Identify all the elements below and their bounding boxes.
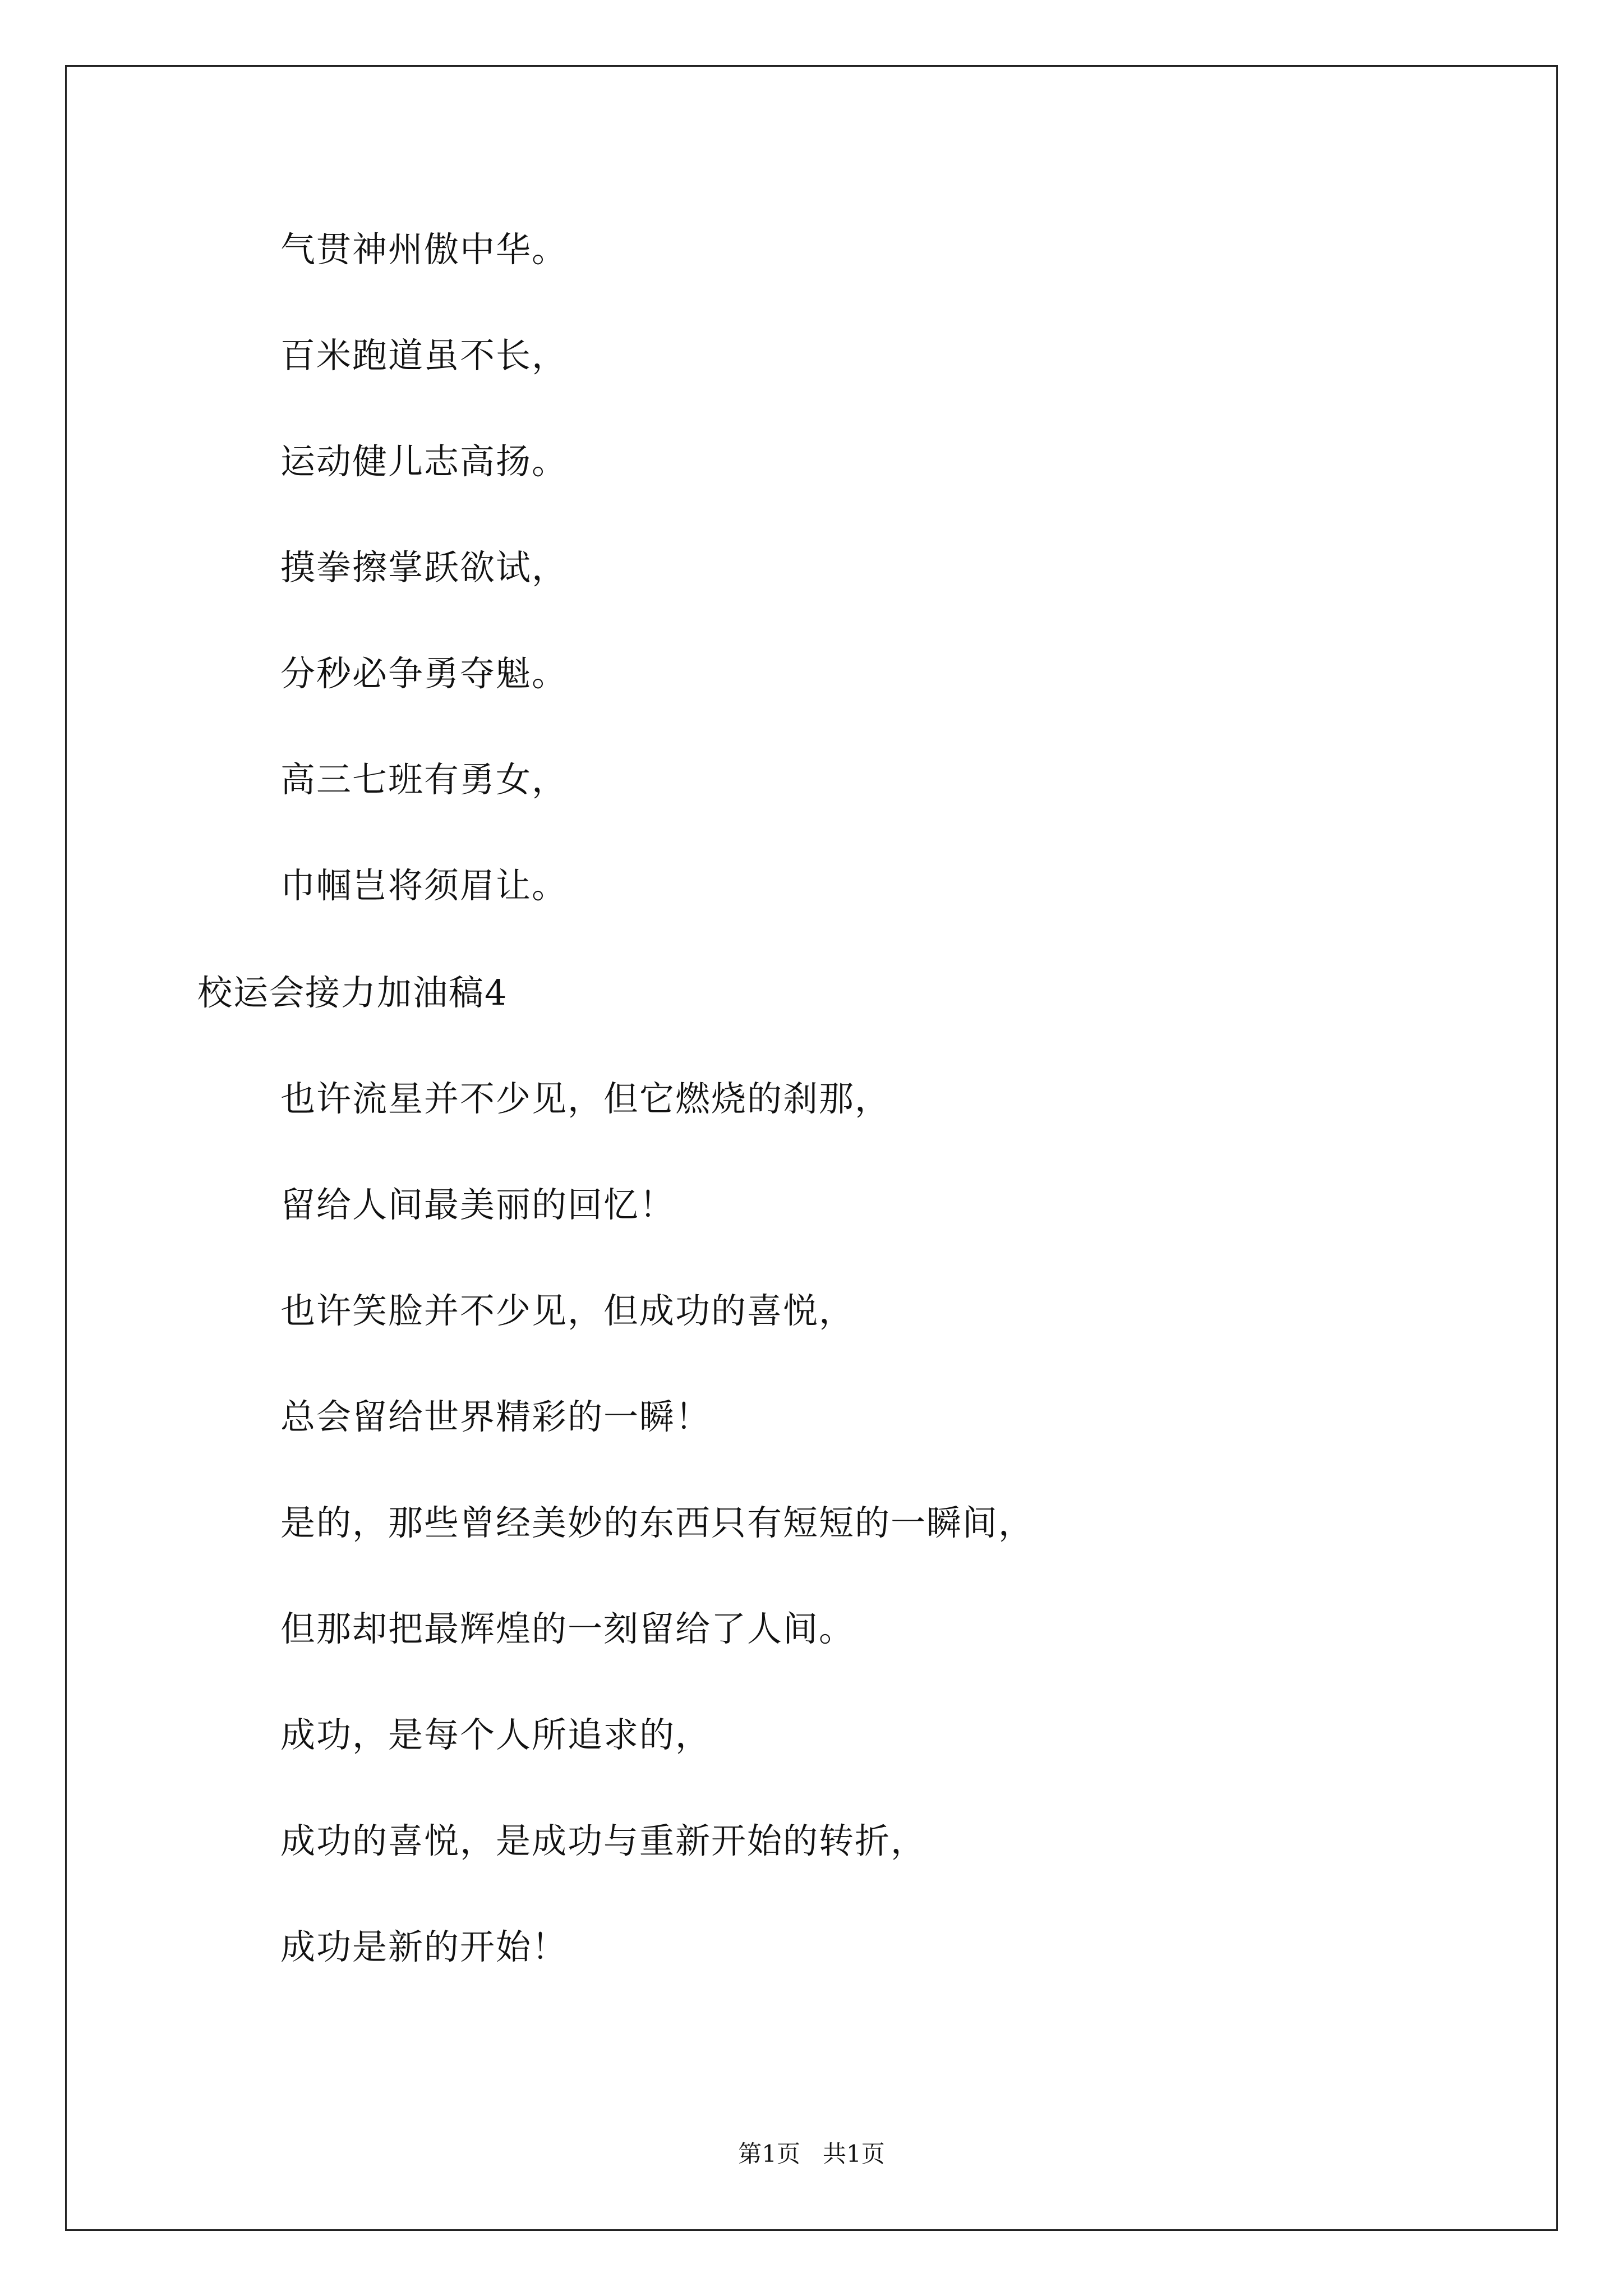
text-line: 成功，是每个人所追求的， bbox=[280, 1714, 712, 1755]
text-line: 总会留给世界精彩的一瞬！ bbox=[280, 1396, 712, 1437]
text-line: 是的，那些曾经美妙的东西只有短短的一瞬间， bbox=[280, 1502, 1035, 1543]
text-line: 也许笑脸并不少见，但成功的喜悦， bbox=[280, 1290, 855, 1331]
text-line: 也许流星并不少见，但它燃烧的刹那， bbox=[280, 1078, 891, 1119]
text-line: 分秒必争勇夺魁。 bbox=[280, 653, 568, 694]
text-line: 巾帼岂将须眉让。 bbox=[280, 865, 568, 906]
text-line: 成功是新的开始！ bbox=[280, 1926, 568, 1967]
text-line: 留给人间最美丽的回忆！ bbox=[280, 1184, 676, 1225]
page-footer: 第1页 共1页 bbox=[738, 2140, 885, 2168]
section-heading: 校运会接力加油稿4 bbox=[197, 972, 508, 1013]
page-border bbox=[65, 65, 1558, 2231]
text-line: 气贯神州傲中华。 bbox=[280, 229, 568, 270]
text-line: 摸拳擦掌跃欲试， bbox=[280, 547, 568, 588]
text-line: 但那却把最辉煌的一刻留给了人间。 bbox=[280, 1608, 855, 1649]
text-line: 百米跑道虽不长， bbox=[280, 335, 568, 376]
text-line: 运动健儿志高扬。 bbox=[280, 441, 568, 482]
text-line: 成功的喜悦，是成功与重新开始的转折， bbox=[280, 1820, 927, 1861]
text-line: 高三七班有勇女， bbox=[280, 759, 568, 800]
